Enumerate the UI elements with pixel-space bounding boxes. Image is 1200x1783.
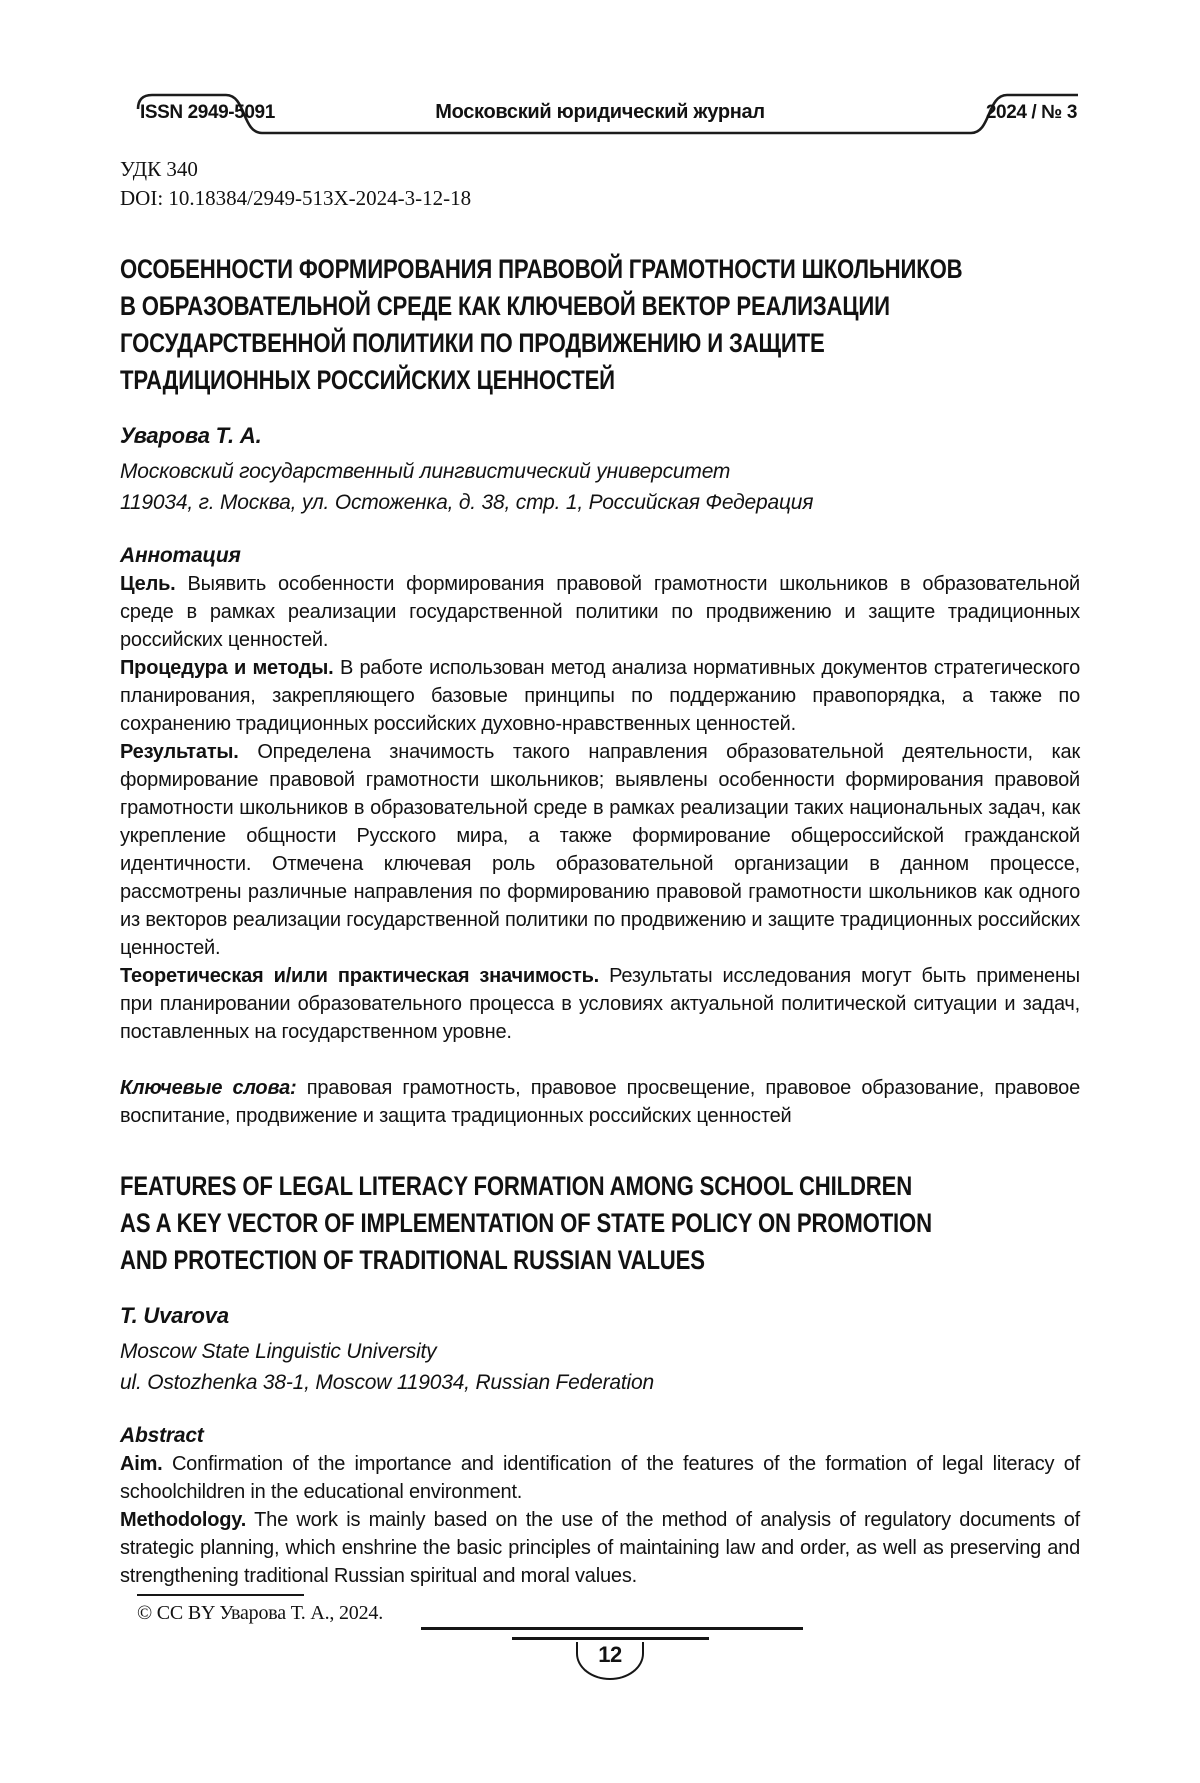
abstract-paragraph-ru-aim xyxy=(120,570,1080,654)
paragraph-label: Теоретическая и/или практическая значимость. xyxy=(120,965,600,987)
article-meta xyxy=(120,155,1080,213)
paragraph-text: В работе использован метод анализа нормативных документов стратегического планирования, закрепляющего базовые принципы по поддержанию правопорядка, а также по сохранению традиционных российских духовно-нравственных ценностей. xyxy=(120,657,1080,735)
affiliation-ru: Московский государственный лингвистический университет 119034, г. Москва, ул. Остоженка, д. 38, стр. 1, Российская Федерация xyxy=(120,460,814,514)
keywords-label: Ключевые слова: xyxy=(120,1077,297,1099)
issn-label: ISSN 2949-5091 xyxy=(140,102,275,123)
abstract-heading-en: Abstract xyxy=(120,1424,204,1447)
paragraph-text: Определена значимость такого направления образовательной деятельности, как формирование правовой грамотности школьников; выявлены особенности формирования правовой грамотности школьников в образовательной среде в рамках реализации таких национальных задач, как укрепление общности Русского мира, а также формирование общероссийской гражданской идентичности. Отмечена ключевая роль образовательной организации в данном процессе, рассмотрены различные направления по формированию правовой грамотности школьников как одного из векторов реализации государственной политики по продвижению и защите традиционных российских ценностей. xyxy=(120,741,1080,959)
journal-header xyxy=(120,87,1080,139)
udc-line: УДК 340 xyxy=(120,157,198,181)
author-ru: Уварова Т. А. xyxy=(120,423,262,448)
article-title-ru: ОСОБЕННОСТИ ФОРМИРОВАНИЯ ПРАВОВОЙ ГРАМОТНОСТИ ШКОЛЬНИКОВ В ОБРАЗОВАТЕЛЬНОЙ СРЕДЕ КАК КЛЮЧЕВОЙ ВЕКТОР РЕАЛИЗАЦИИ ГОСУДАРСТВЕННОЙ ПОЛИТИКИ ПО ПРОДВИЖЕНИЮ И ЗАЩИТЕ ТРАДИЦИОННЫХ РОССИЙСКИХ ЦЕННОСТЕЙ xyxy=(120,254,963,395)
footer-rule-long xyxy=(421,1627,803,1630)
paragraph-text: Confirmation of the importance and identification of the features of the formation of legal literacy of schoolchildren in the educational environment. xyxy=(120,1453,1080,1503)
footer-rule-short xyxy=(512,1637,709,1640)
paragraph-label: Результаты. xyxy=(120,741,239,763)
issue-label: 2024 / № 3 xyxy=(985,102,1077,123)
page-number-arc xyxy=(576,1642,644,1680)
page-content xyxy=(120,87,1080,1590)
copyright-note: © CC BY Уварова Т. А., 2024. xyxy=(137,1602,383,1624)
footnote-rule xyxy=(137,1594,304,1596)
paragraph-text: The work is mainly based on the use of the method of analysis of regulatory documents of strategic planning, which enshrine the basic principles of maintaining law and order, as well as preserving and strengthening traditional Russian spiritual and moral values. xyxy=(120,1509,1080,1587)
paragraph-text: Результаты исследования могут быть применены при планировании образовательного процесса в условиях актуальной политической ситуации и задач, поставленных на государственном уровне. xyxy=(120,965,1080,1043)
abstract-paragraph-ru-results xyxy=(120,738,1080,962)
paragraph-label: Aim. xyxy=(120,1453,163,1475)
keywords-text: правовая грамотность, правовое просвещение, правовое образование, правовое воспитание, продвижение и защита традиционных российских ценностей xyxy=(120,1077,1080,1127)
page-number: 12 xyxy=(598,1642,622,1667)
paragraph-label: Процедура и методы. xyxy=(120,657,334,679)
keywords-block xyxy=(120,1074,1080,1130)
journal-title: Московский юридический журнал xyxy=(435,101,765,123)
abstract-paragraph-ru-methods xyxy=(120,654,1080,738)
doi-line: DOI: 10.18384/2949-513X-2024-3-12-18 xyxy=(120,186,472,210)
abstract-paragraph-en-methodology xyxy=(120,1506,1080,1590)
author-en: T. Uvarova xyxy=(120,1303,229,1328)
abstract-paragraph-ru-significance xyxy=(120,962,1080,1046)
affiliation-en: Moscow State Linguistic University ul. Ostozhenka 38-1, Moscow 119034, Russian Federation xyxy=(120,1340,654,1394)
paragraph-label: Цель. xyxy=(120,573,176,595)
article-title-en: FEATURES OF LEGAL LITERACY FORMATION AMONG SCHOOL CHILDREN AS A KEY VECTOR OF IMPLEMENTATION OF STATE POLICY ON PROMOTION AND PROTECTION OF TRADITIONAL RUSSIAN VALUES xyxy=(120,1171,932,1275)
abstract-heading-ru: Аннотация xyxy=(120,544,241,567)
paragraph-text: Выявить особенности формирования правовой грамотности школьников в образовательной среде в рамках реализации государственной политики по продвижению и защите традиционных российских ценностей. xyxy=(120,573,1080,651)
paragraph-label: Methodology. xyxy=(120,1509,247,1531)
abstract-paragraph-en-aim xyxy=(120,1450,1080,1506)
